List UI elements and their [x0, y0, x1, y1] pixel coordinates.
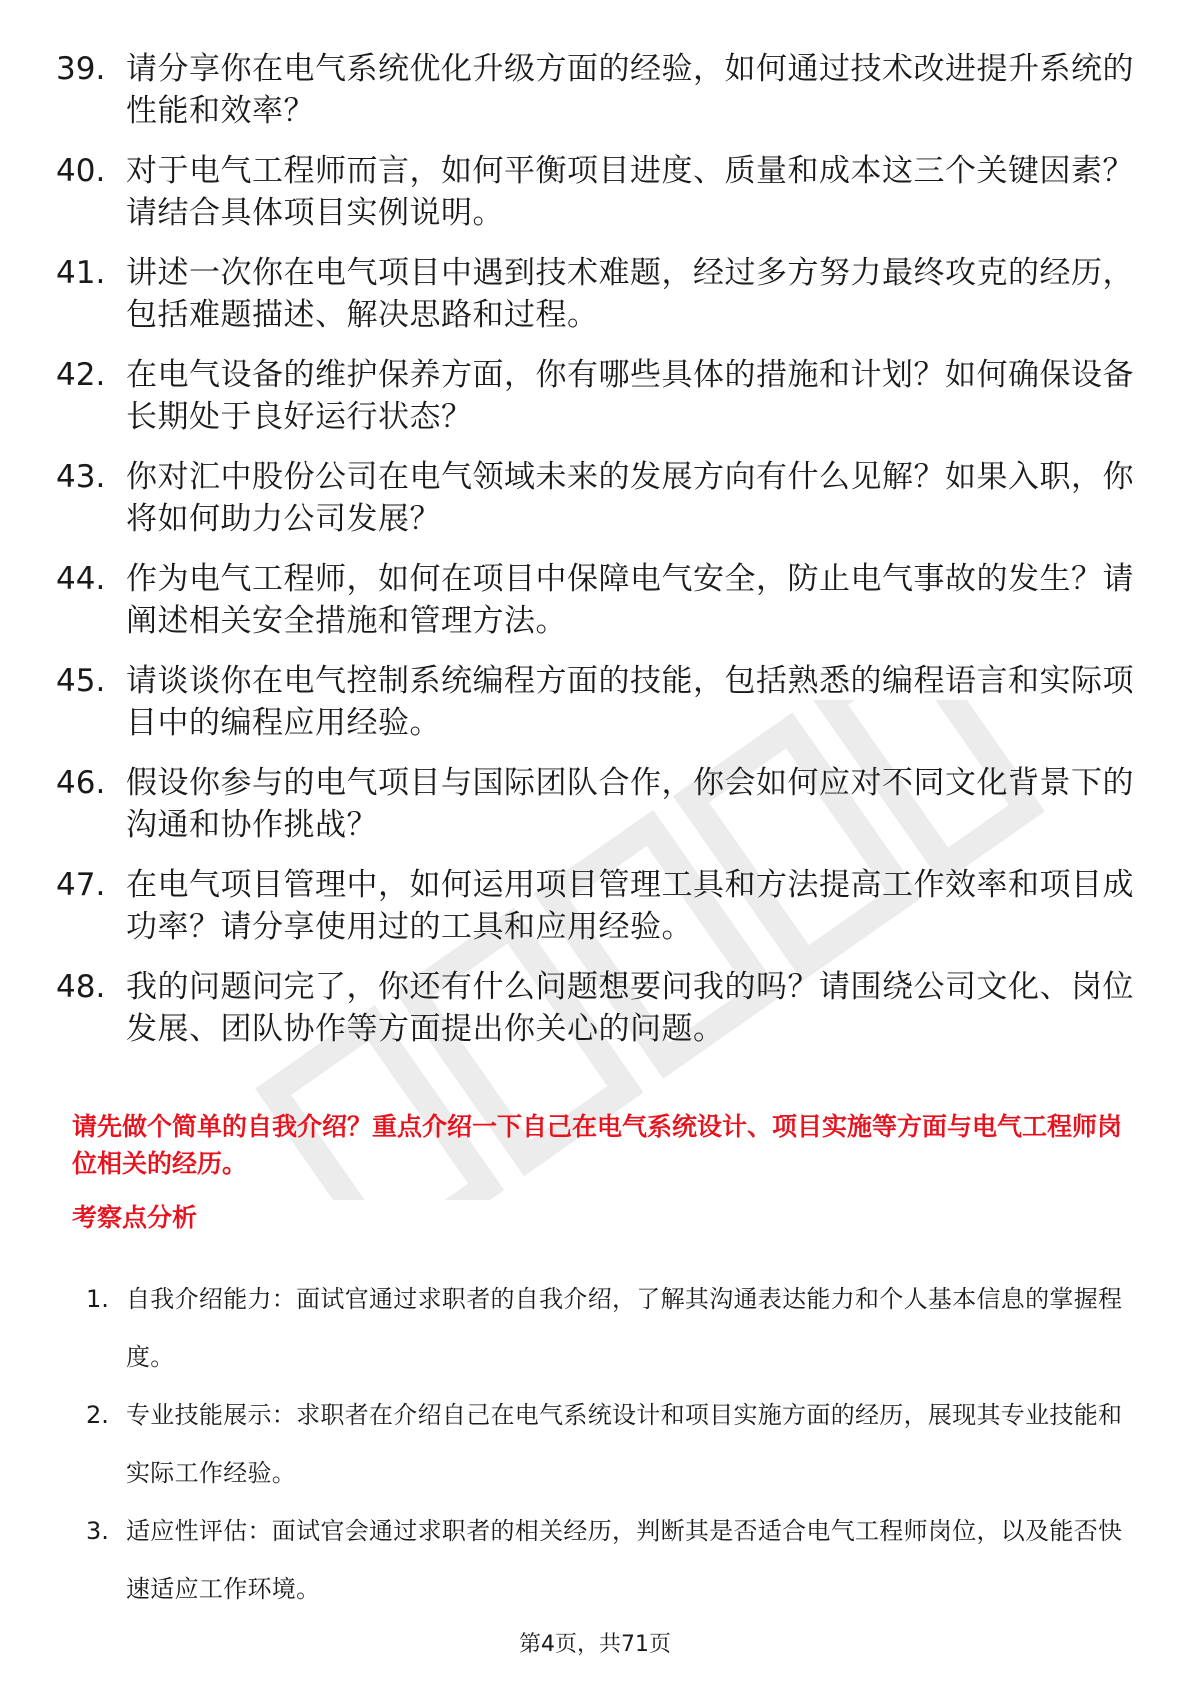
- question-number: 40.: [56, 153, 106, 189]
- question-item: [56, 456, 1136, 540]
- analysis-text: 自我介绍能力：面试官通过求职者的自我介绍，了解其沟通表达能力和个人基本信息的掌握程度。: [126, 1285, 1123, 1371]
- section-title: 考察点分析: [72, 1203, 198, 1232]
- question-text: 请谈谈你在电气控制系统编程方面的技能，包括熟悉的编程语言和实际项目中的编程应用经验。: [126, 663, 1134, 741]
- question-text: 请分享你在电气系统优化升级方面的经验，如何通过技术改进提升系统的性能和效率？: [126, 51, 1134, 129]
- question-item: [56, 354, 1136, 438]
- question-number: 47.: [56, 867, 106, 903]
- question-item: [56, 48, 1136, 132]
- question-item: [56, 252, 1136, 336]
- analysis-item: [86, 1502, 1126, 1618]
- question-text: 在电气设备的维护保养方面，你有哪些具体的措施和计划？如何确保设备长期处于良好运行状态？: [126, 357, 1134, 435]
- analysis-text: 专业技能展示：求职者在介绍自己在电气系统设计和项目实施方面的经历，展现其专业技能和实际工作经验。: [126, 1401, 1123, 1487]
- question-number: 42.: [56, 357, 106, 393]
- question-text: 讲述一次你在电气项目中遇到技术难题，经过多方努力最终攻克的经历，包括难题描述、解决思路和过程。: [126, 255, 1134, 333]
- question-item: [56, 150, 1136, 234]
- question-number: 45.: [56, 663, 106, 699]
- analysis-number: 2.: [86, 1401, 109, 1429]
- analysis-item: [86, 1270, 1126, 1386]
- analysis-number: 3.: [86, 1517, 109, 1545]
- question-text: 在电气项目管理中，如何运用项目管理工具和方法提高工作效率和项目成功率？请分享使用过的工具和应用经验。: [126, 867, 1134, 945]
- question-text: 你对汇中股份公司在电气领域未来的发展方向有什么见解？如果入职，你将如何助力公司发展？: [126, 459, 1134, 537]
- question-number: 43.: [56, 459, 106, 495]
- question-number: 41.: [56, 255, 106, 291]
- question-number: 48.: [56, 969, 106, 1005]
- question-text: 假设你参与的电气项目与国际团队合作，你会如何应对不同文化背景下的沟通和协作挑战？: [126, 765, 1134, 843]
- question-text: 作为电气工程师，如何在项目中保障电气安全，防止电气事故的发生？请阐述相关安全措施和管理方法。: [126, 561, 1134, 639]
- question-item: [56, 762, 1136, 846]
- analysis-number: 1.: [86, 1285, 109, 1313]
- highlighted-question: 请先做个简单的自我介绍？重点介绍一下自己在电气系统设计、项目实施等方面与电气工程师岗位相关的经历。: [72, 1112, 1123, 1178]
- analysis-text: 适应性评估：面试官会通过求职者的相关经历，判断其是否适合电气工程师岗位，以及能否快速适应工作环境。: [126, 1517, 1123, 1603]
- question-list: [56, 48, 1136, 1068]
- analysis-item: [86, 1386, 1126, 1502]
- question-text: 对于电气工程师而言，如何平衡项目进度、质量和成本这三个关键因素？请结合具体项目实例说明。: [126, 153, 1134, 231]
- question-number: 44.: [56, 561, 106, 597]
- question-item: [56, 966, 1136, 1050]
- question-item: [56, 864, 1136, 948]
- question-number: 46.: [56, 765, 106, 801]
- question-text: 我的问题问完了，你还有什么问题想要问我的吗？请围绕公司文化、岗位发展、团队协作等方面提出你关心的问题。: [126, 969, 1134, 1047]
- analysis-list: [86, 1270, 1126, 1618]
- page-footer: 第4页，共71页: [519, 1632, 671, 1657]
- question-number: 39.: [56, 51, 106, 87]
- question-item: [56, 660, 1136, 744]
- question-item: [56, 558, 1136, 642]
